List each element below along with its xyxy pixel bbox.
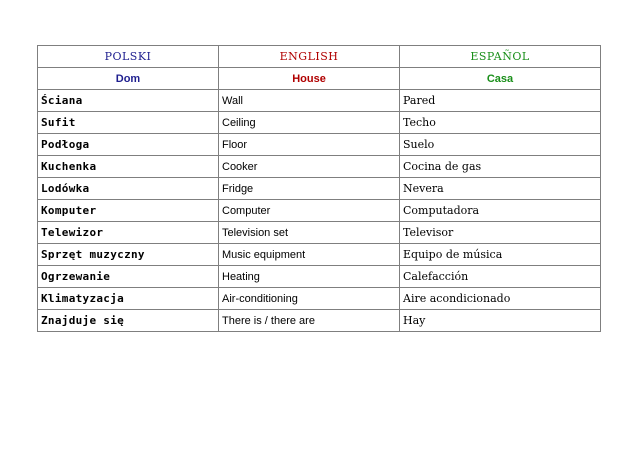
spanish-word: Pared [400, 90, 601, 112]
table-row [38, 134, 601, 156]
polish-word: Ściana [38, 90, 219, 112]
english-word: Ceiling [219, 112, 400, 134]
table-row [38, 222, 601, 244]
table-row [38, 310, 601, 332]
spanish-word: Aire acondicionado [400, 288, 601, 310]
table-row [38, 244, 601, 266]
polish-word: Kuchenka [38, 156, 219, 178]
spanish-word: Techo [400, 112, 601, 134]
vocabulary-table [37, 45, 601, 332]
topic-header-row [38, 68, 601, 90]
polish-word: Ogrzewanie [38, 266, 219, 288]
english-word: Music equipment [219, 244, 400, 266]
spanish-word: Equipo de música [400, 244, 601, 266]
polish-word: Podłoga [38, 134, 219, 156]
header-english: ENGLISH [219, 46, 400, 68]
polish-word: Lodówka [38, 178, 219, 200]
table-row [38, 288, 601, 310]
english-word: Fridge [219, 178, 400, 200]
topic-english: House [219, 68, 400, 90]
header-polski: POLSKI [38, 46, 219, 68]
english-word: Cooker [219, 156, 400, 178]
table-row [38, 90, 601, 112]
english-word: Heating [219, 266, 400, 288]
topic-polski: Dom [38, 68, 219, 90]
table-row [38, 178, 601, 200]
polish-word: Telewizor [38, 222, 219, 244]
spanish-word: Calefacción [400, 266, 601, 288]
table-row [38, 266, 601, 288]
spanish-word: Suelo [400, 134, 601, 156]
english-word: Computer [219, 200, 400, 222]
polish-word: Znajduje się [38, 310, 219, 332]
spanish-word: Televisor [400, 222, 601, 244]
language-header-row [38, 46, 601, 68]
table-row [38, 112, 601, 134]
spanish-word: Cocina de gas [400, 156, 601, 178]
polish-word: Klimatyzacja [38, 288, 219, 310]
topic-espanol: Casa [400, 68, 601, 90]
polish-word: Sprzęt muzyczny [38, 244, 219, 266]
english-word: Air-conditioning [219, 288, 400, 310]
spanish-word: Computadora [400, 200, 601, 222]
table-row [38, 200, 601, 222]
english-word: Floor [219, 134, 400, 156]
header-espanol: ESPAÑOL [400, 46, 601, 68]
english-word: Wall [219, 90, 400, 112]
vocabulary-rows [38, 90, 601, 332]
table-row [38, 156, 601, 178]
english-word: There is / there are [219, 310, 400, 332]
spanish-word: Hay [400, 310, 601, 332]
polish-word: Sufit [38, 112, 219, 134]
spanish-word: Nevera [400, 178, 601, 200]
polish-word: Komputer [38, 200, 219, 222]
english-word: Television set [219, 222, 400, 244]
